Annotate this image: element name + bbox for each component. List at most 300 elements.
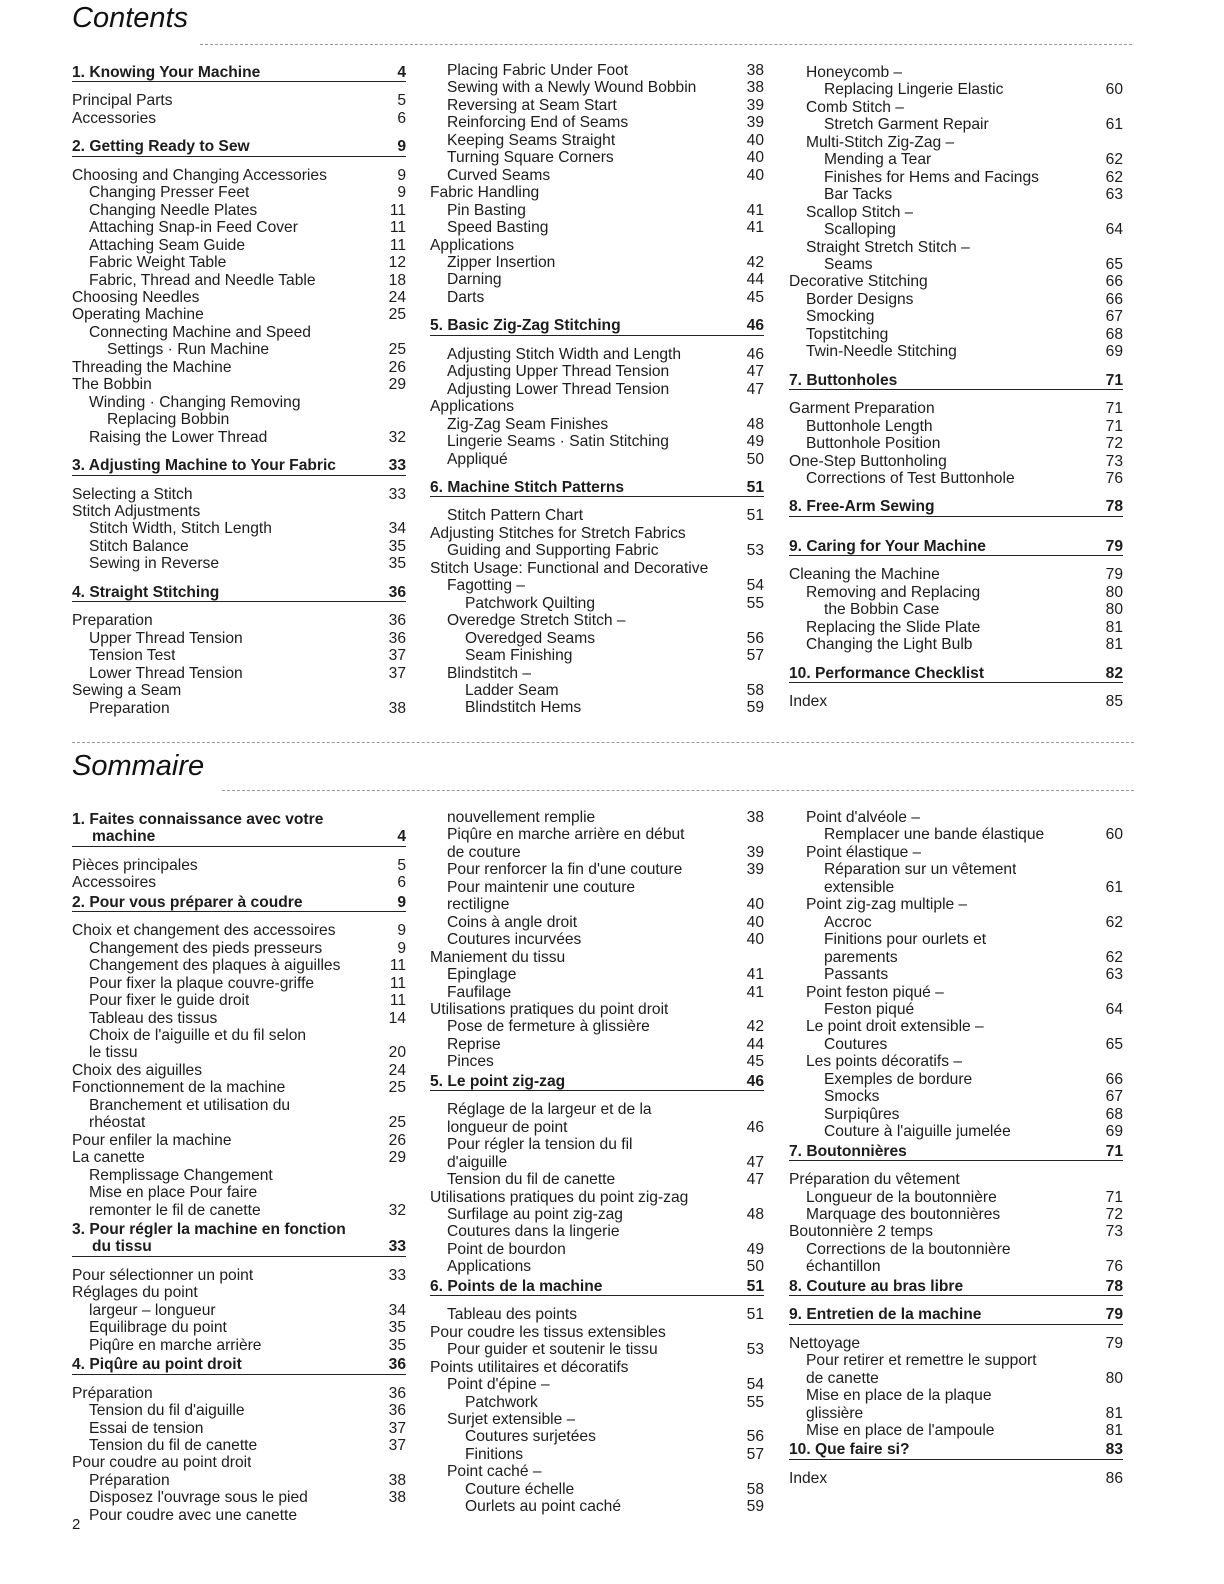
entry-page-number: 67 [1105, 308, 1123, 326]
toc-entry[interactable] [72, 503, 406, 520]
entry-page-number: 47 [746, 1171, 764, 1189]
toc-entry[interactable] [430, 560, 764, 577]
toc-entry[interactable] [430, 1189, 764, 1206]
entry-page-number: 46 [746, 1072, 764, 1090]
toc-entry[interactable] [789, 64, 1123, 81]
toc-entry[interactable] [72, 555, 406, 572]
toc-entry[interactable] [430, 132, 764, 149]
entry-title: 4. Straight Stitching [72, 583, 220, 601]
toc-entry[interactable] [430, 1053, 764, 1070]
toc-entry[interactable] [72, 874, 406, 891]
toc-entry[interactable] [789, 308, 1123, 325]
entry-title: Piqûre en marche arrière [89, 1336, 262, 1354]
toc-entry[interactable] [72, 1507, 406, 1524]
toc-entry[interactable] [789, 896, 1123, 913]
toc-entry[interactable] [789, 151, 1123, 168]
toc-entry[interactable] [789, 1123, 1123, 1140]
toc-entry[interactable] [72, 1044, 406, 1061]
entry-title: Feston piqué [824, 1000, 915, 1018]
toc-entry[interactable] [789, 1036, 1123, 1053]
toc-entry[interactable] [430, 202, 764, 219]
entry-page-number: 50 [746, 450, 764, 468]
chapter-heading[interactable] [72, 811, 406, 828]
entry-page-number: 62 [1105, 913, 1123, 931]
entry-title: le tissu [89, 1044, 138, 1062]
toc-entry[interactable] [72, 1132, 406, 1149]
toc-entry[interactable] [430, 416, 764, 433]
entry-page-number: 79 [1105, 1334, 1123, 1352]
entry-page-number: 71 [1105, 400, 1123, 418]
entry-page-number: 14 [388, 1009, 406, 1027]
toc-entry[interactable] [72, 167, 406, 184]
entry-title: Speed Basting [447, 219, 549, 237]
toc-entry[interactable] [72, 630, 406, 647]
toc-entry[interactable] [430, 451, 764, 468]
entry-title: rectiligne [447, 896, 510, 914]
entry-page-number: 33 [388, 1266, 406, 1284]
toc-entry[interactable] [430, 167, 764, 184]
entry-title: Pour guider et soutenir le tissu [447, 1341, 658, 1359]
toc-entry[interactable] [72, 1454, 406, 1471]
toc-entry[interactable] [72, 324, 406, 341]
toc-entry[interactable] [72, 254, 406, 271]
toc-entry[interactable] [430, 647, 764, 664]
toc-entry[interactable] [789, 1335, 1123, 1352]
toc-entry[interactable] [72, 647, 406, 664]
chapter-heading[interactable] [72, 828, 406, 846]
toc-entry[interactable] [789, 169, 1123, 186]
entry-title: Seam Finishing [465, 647, 573, 665]
entry-title: Principal Parts [72, 92, 173, 110]
toc-entry[interactable] [789, 1088, 1123, 1105]
toc-entry[interactable] [430, 1498, 764, 1515]
toc-entry[interactable] [430, 346, 764, 363]
toc-entry[interactable] [789, 81, 1123, 98]
toc-entry[interactable] [789, 1223, 1123, 1240]
toc-entry[interactable] [430, 844, 764, 861]
toc-entry[interactable] [430, 525, 764, 542]
toc-entry[interactable] [430, 271, 764, 288]
entry-title: 4. Piqûre au point droit [72, 1356, 242, 1374]
toc-entry[interactable] [430, 219, 764, 236]
toc-entry[interactable] [430, 1446, 764, 1463]
toc-entry[interactable] [72, 1420, 406, 1437]
toc-entry[interactable] [72, 957, 406, 974]
toc-entry[interactable] [789, 343, 1123, 360]
toc-entry[interactable] [72, 992, 406, 1009]
toc-entry[interactable] [789, 291, 1123, 308]
toc-entry[interactable] [789, 566, 1123, 583]
toc-entry[interactable] [789, 1422, 1123, 1439]
toc-entry[interactable] [789, 221, 1123, 238]
entry-title: Point élastique – [806, 843, 922, 861]
toc-entry[interactable] [430, 237, 764, 254]
toc-entry[interactable] [789, 326, 1123, 343]
chapter-heading[interactable] [72, 457, 406, 475]
toc-entry[interactable] [789, 99, 1123, 116]
entry-page-number: 9 [397, 166, 406, 184]
toc-entry[interactable] [430, 826, 764, 843]
toc-entry[interactable] [72, 1472, 406, 1489]
entry-title: Exemples de bordure [824, 1070, 973, 1088]
chapter-heading[interactable] [789, 1306, 1123, 1324]
toc-entry[interactable] [430, 1463, 764, 1480]
entry-page-number: 38 [388, 699, 406, 717]
chapter-heading[interactable] [789, 1143, 1123, 1161]
toc-entry[interactable] [72, 202, 406, 219]
chapter-heading[interactable] [789, 538, 1123, 556]
entry-page-number: 40 [746, 166, 764, 184]
toc-entry[interactable] [430, 1411, 764, 1428]
entry-title: Epinglage [447, 966, 517, 984]
spacer [789, 654, 1123, 663]
toc-entry[interactable] [72, 1437, 406, 1454]
toc-entry[interactable] [789, 861, 1123, 878]
toc-entry[interactable] [430, 1428, 764, 1445]
toc-entry[interactable] [72, 376, 406, 393]
entry-page-number: 51 [746, 1306, 764, 1324]
entry-page-number: 36 [388, 1384, 406, 1402]
toc-entry[interactable] [72, 92, 406, 109]
toc-entry[interactable] [72, 700, 406, 717]
entry-page-number: 34 [388, 1301, 406, 1319]
entry-title: Longueur de la boutonnière [806, 1188, 997, 1206]
toc-entry[interactable] [72, 1402, 406, 1419]
entry-page-number: 85 [1105, 693, 1123, 711]
chapter-heading[interactable] [789, 498, 1123, 516]
toc-entry[interactable] [789, 949, 1123, 966]
toc-entry[interactable] [72, 612, 406, 629]
toc-entry[interactable] [430, 1341, 764, 1358]
toc-entry[interactable] [789, 966, 1123, 983]
toc-entry[interactable] [430, 1324, 764, 1341]
entry-title: Replacing Lingerie Elastic [824, 81, 1004, 99]
toc-entry[interactable] [789, 1171, 1123, 1188]
entry-title: 3. Pour régler la machine en fonction [72, 1220, 346, 1238]
toc-entry[interactable] [789, 636, 1123, 653]
toc-entry[interactable] [430, 254, 764, 271]
toc-entry[interactable] [430, 595, 764, 612]
toc-entry[interactable] [430, 1394, 764, 1411]
entry-title: Pinces [447, 1053, 494, 1071]
toc-entry[interactable] [430, 381, 764, 398]
toc-entry[interactable] [72, 184, 406, 201]
toc-entry[interactable] [789, 879, 1123, 896]
toc-entry[interactable] [72, 1489, 406, 1506]
toc-entry[interactable] [72, 486, 406, 503]
toc-entry[interactable] [430, 79, 764, 96]
toc-entry[interactable] [430, 1171, 764, 1188]
toc-entry[interactable] [72, 1302, 406, 1319]
entry-page-number: 48 [746, 415, 764, 433]
chapter-heading[interactable] [72, 584, 406, 602]
entry-page-number: 67 [1105, 1088, 1123, 1106]
entry-title: Nettoyage [789, 1334, 861, 1352]
toc-entry[interactable] [430, 966, 764, 983]
toc-entry[interactable] [72, 1284, 406, 1301]
toc-entry[interactable] [430, 914, 764, 931]
toc-entry[interactable] [430, 861, 764, 878]
toc-entry[interactable] [789, 1018, 1123, 1035]
toc-entry[interactable] [430, 1241, 764, 1258]
entry-title: Overedged Seams [465, 629, 596, 647]
entry-page-number: 64 [1105, 1000, 1123, 1018]
toc-entry[interactable] [430, 114, 764, 131]
toc-entry[interactable] [72, 272, 406, 289]
toc-entry[interactable] [430, 289, 764, 306]
toc-entry[interactable] [430, 1481, 764, 1498]
entry-page-number: 26 [388, 1131, 406, 1149]
toc-entry[interactable] [789, 239, 1123, 256]
toc-entry[interactable] [430, 879, 764, 896]
toc-entry[interactable] [789, 1053, 1123, 1070]
toc-entry[interactable] [430, 149, 764, 166]
toc-entry[interactable] [430, 62, 764, 79]
toc-entry[interactable] [72, 922, 406, 939]
chapter-heading[interactable] [789, 1441, 1123, 1459]
toc-entry[interactable] [72, 110, 406, 127]
toc-entry[interactable] [430, 1258, 764, 1275]
entry-title: rhéostat [89, 1114, 146, 1132]
toc-entry[interactable] [789, 204, 1123, 221]
entry-title: Tableau des points [447, 1306, 578, 1324]
toc-entry[interactable] [789, 1071, 1123, 1088]
entry-page-number: 58 [746, 1480, 764, 1498]
toc-entry[interactable] [430, 184, 764, 201]
entry-title: Coutures dans la lingerie [447, 1223, 620, 1241]
toc-entry[interactable] [430, 1359, 764, 1376]
toc-entry[interactable] [430, 577, 764, 594]
toc-entry[interactable] [72, 975, 406, 992]
toc-entry[interactable] [430, 542, 764, 559]
entry-title: Border Designs [806, 290, 914, 308]
entry-page-number: 86 [1105, 1469, 1123, 1487]
chapter-heading[interactable] [789, 372, 1123, 390]
toc-entry[interactable] [789, 1387, 1123, 1404]
toc-entry[interactable] [430, 1154, 764, 1171]
entry-title: Fabric Weight Table [89, 254, 227, 272]
toc-entry[interactable] [430, 1223, 764, 1240]
entry-page-number: 45 [746, 1053, 764, 1071]
toc-entry[interactable] [72, 1267, 406, 1284]
toc-entry[interactable] [72, 429, 406, 446]
entry-page-number: 38 [388, 1471, 406, 1489]
toc-entry[interactable] [430, 507, 764, 524]
toc-entry[interactable] [789, 1001, 1123, 1018]
toc-entry[interactable] [789, 418, 1123, 435]
toc-entry[interactable] [430, 1036, 764, 1053]
toc-entry[interactable] [72, 237, 406, 254]
toc-entry[interactable] [789, 400, 1123, 417]
entry-title: Pour fixer le guide droit [89, 992, 250, 1010]
entry-page-number: 66 [1105, 273, 1123, 291]
chapter-heading[interactable] [430, 317, 764, 335]
entry-title: 5. Basic Zig-Zag Stitching [430, 317, 621, 335]
toc-entry[interactable] [72, 1184, 406, 1201]
toc-entry[interactable] [72, 940, 406, 957]
entry-page-number: 44 [746, 271, 764, 289]
entry-title: 2. Getting Ready to Sew [72, 138, 250, 156]
toc-entry[interactable] [430, 1376, 764, 1393]
entry-title: Pour coudre avec une canette [89, 1506, 298, 1524]
toc-entry[interactable] [430, 398, 764, 415]
entry-title: Mise en place de la plaque [806, 1387, 992, 1405]
entry-title: The Bobbin [72, 376, 152, 394]
entry-page-number: 39 [746, 861, 764, 879]
toc-entry[interactable] [72, 1027, 406, 1044]
toc-entry[interactable] [789, 1106, 1123, 1123]
entry-page-number: 71 [1105, 371, 1123, 389]
entry-title: Fonctionnement de la machine [72, 1079, 286, 1097]
toc-entry[interactable] [789, 984, 1123, 1001]
toc-entry[interactable] [430, 630, 764, 647]
toc-entry[interactable] [789, 1189, 1123, 1206]
entry-page-number: 39 [746, 114, 764, 132]
entry-title: Bar Tacks [824, 186, 893, 204]
toc-entry[interactable] [789, 435, 1123, 452]
entry-page-number: 73 [1105, 1223, 1123, 1241]
chapter-heading[interactable] [72, 1238, 406, 1256]
chapter-heading[interactable] [72, 1221, 406, 1238]
toc-entry[interactable] [72, 665, 406, 682]
toc-entry[interactable] [72, 1149, 406, 1166]
chapter-heading[interactable] [72, 1356, 406, 1374]
entry-title: Pour sélectionner un point [72, 1266, 254, 1284]
entry-page-number: 40 [746, 913, 764, 931]
entry-title: Faufilage [447, 983, 512, 1001]
entry-title: Topstitching [806, 325, 889, 343]
sommaire-rule [222, 790, 1134, 791]
toc-entry[interactable] [72, 682, 406, 699]
toc-entry[interactable] [430, 1001, 764, 1018]
toc-entry[interactable] [72, 1097, 406, 1114]
toc-entry[interactable] [72, 1202, 406, 1219]
entry-page-number: 47 [746, 1153, 764, 1171]
toc-entry[interactable] [789, 844, 1123, 861]
toc-entry[interactable] [430, 699, 764, 716]
toc-entry[interactable] [789, 619, 1123, 636]
chapter-heading[interactable] [430, 1073, 764, 1091]
toc-entry[interactable] [72, 306, 406, 323]
entry-page-number: 59 [746, 1498, 764, 1516]
toc-entry[interactable] [72, 1167, 406, 1184]
toc-entry[interactable] [789, 601, 1123, 618]
toc-entry[interactable] [789, 116, 1123, 133]
toc-entry[interactable] [430, 949, 764, 966]
toc-entry[interactable] [430, 1119, 764, 1136]
toc-entry[interactable] [789, 1258, 1123, 1275]
toc-entry[interactable] [430, 1206, 764, 1223]
toc-entry[interactable] [72, 359, 406, 376]
toc-entry[interactable] [72, 1337, 406, 1354]
entry-title: Connecting Machine and Speed [89, 323, 311, 341]
toc-entry[interactable] [72, 520, 406, 537]
entry-page-number: 9 [397, 893, 406, 911]
entry-title: Disposez l'ouvrage sous le pied [89, 1489, 308, 1507]
toc-entry[interactable] [430, 809, 764, 826]
toc-entry[interactable] [430, 1136, 764, 1153]
entry-page-number: 32 [388, 1201, 406, 1219]
entry-title: 1. Knowing Your Machine [72, 64, 261, 81]
chapter-heading[interactable] [430, 479, 764, 497]
entry-page-number: 38 [388, 1489, 406, 1507]
toc-entry[interactable] [72, 219, 406, 236]
toc-entry[interactable] [430, 1101, 764, 1118]
toc-entry[interactable] [72, 857, 406, 874]
entry-page-number: 35 [388, 555, 406, 573]
toc-entry[interactable] [430, 1018, 764, 1035]
toc-entry[interactable] [72, 1114, 406, 1131]
toc-entry[interactable] [72, 341, 406, 358]
toc-entry[interactable] [430, 665, 764, 682]
entry-page-number: 62 [1105, 948, 1123, 966]
toc-entry[interactable] [789, 914, 1123, 931]
chapter-heading[interactable] [72, 894, 406, 912]
toc-entry[interactable] [430, 984, 764, 1001]
toc-entry[interactable] [789, 1206, 1123, 1223]
toc-entry[interactable] [72, 1010, 406, 1027]
chapter-heading[interactable] [72, 138, 406, 156]
toc-entry[interactable] [430, 1306, 764, 1323]
toc-entry[interactable] [789, 256, 1123, 273]
toc-entry[interactable] [430, 97, 764, 114]
entry-title: Preparation [89, 699, 170, 717]
toc-entry[interactable] [72, 411, 406, 428]
toc-entry[interactable] [430, 931, 764, 948]
chapter-heading[interactable] [789, 665, 1123, 683]
toc-entry[interactable] [430, 682, 764, 699]
toc-entry[interactable] [789, 809, 1123, 826]
toc-entry[interactable] [789, 1405, 1123, 1422]
toc-entry[interactable] [72, 394, 406, 411]
toc-entry[interactable] [789, 134, 1123, 151]
toc-entry[interactable] [789, 1241, 1123, 1258]
toc-entry[interactable] [789, 584, 1123, 601]
entry-page-number: 33 [388, 1238, 406, 1256]
toc-entry[interactable] [789, 1352, 1123, 1369]
toc-entry[interactable] [72, 538, 406, 555]
chapter-heading[interactable] [72, 64, 406, 82]
toc-entry[interactable] [430, 363, 764, 380]
entry-page-number: 79 [1105, 566, 1123, 584]
chapter-heading[interactable] [789, 1278, 1123, 1296]
toc-entry[interactable] [789, 470, 1123, 487]
toc-entry[interactable] [789, 826, 1123, 843]
toc-entry[interactable] [789, 931, 1123, 948]
entry-title: largeur – longueur [89, 1301, 216, 1319]
toc-entry[interactable] [789, 273, 1123, 290]
spacer [72, 573, 406, 582]
toc-entry[interactable] [789, 1370, 1123, 1387]
toc-entry[interactable] [789, 186, 1123, 203]
entry-page-number: 42 [746, 253, 764, 271]
toc-entry[interactable] [72, 1079, 406, 1096]
toc-entry[interactable] [789, 453, 1123, 470]
toc-entry[interactable] [430, 612, 764, 629]
entry-page-number: 12 [388, 254, 406, 272]
toc-entry[interactable] [72, 1385, 406, 1402]
toc-entry[interactable] [72, 289, 406, 306]
toc-entry[interactable] [430, 433, 764, 450]
toc-entry[interactable] [72, 1062, 406, 1079]
toc-entry[interactable] [789, 1470, 1123, 1487]
toc-entry[interactable] [789, 693, 1123, 710]
toc-entry[interactable] [72, 1319, 406, 1336]
toc-entry[interactable] [430, 896, 764, 913]
contents-title: Contents [72, 2, 189, 34]
contents-column-1 [72, 62, 406, 717]
chapter-heading[interactable] [430, 1278, 764, 1296]
